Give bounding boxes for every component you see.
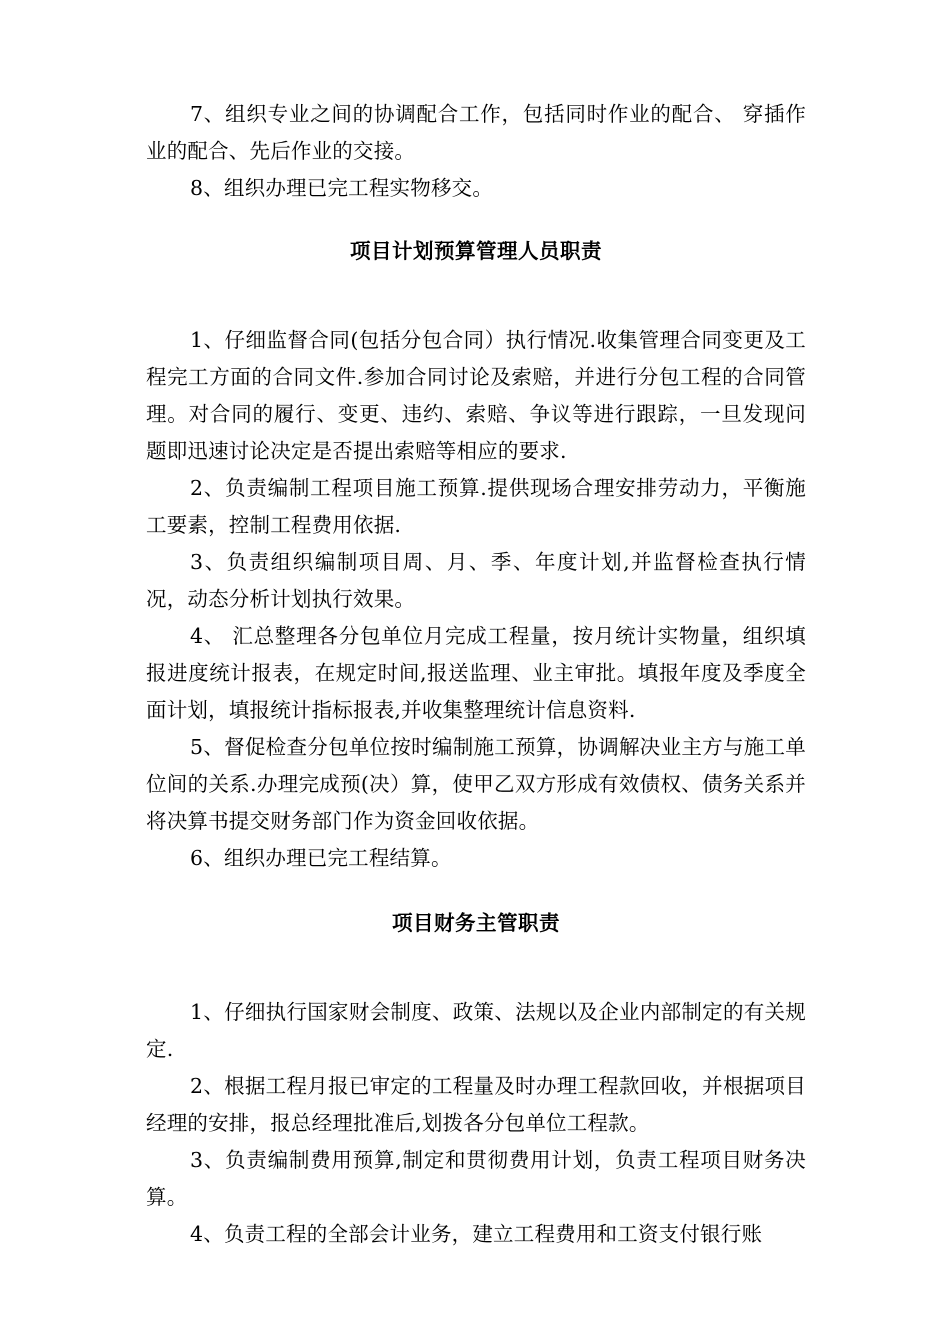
section-heading-finance: 项目财务主管职责: [392, 911, 560, 935]
budget-duty-4: 4、 汇总整理各分包单位月完成工程量，按月统计实物量，组织填报进度统计报表，在规定时间,报送监理、业主审批。填报年度及季度全面计划，填报统计指标报表,并收集整理统计信息资料.: [146, 624, 806, 722]
finance-duty-2: 2、根据工程月报已审定的工程量及时办理工程款回收，并根据项目经理的安排，报总经理批准后,划拨各分包单位工程款。: [146, 1074, 806, 1135]
paragraph-item-7: 7、组织专业之间的协调配合工作，包括同时作业的配合、 穿插作业的配合、先后作业的交接。: [146, 102, 806, 163]
budget-duty-3: 3、负责组织编制项目周、月、季、年度计划,并监督检查执行情况，动态分析计划执行效果。: [146, 550, 806, 611]
budget-duty-1: 1、仔细监督合同(包括分包合同）执行情况.收集管理合同变更及工程完工方面的合同文件.参加合同讨论及索赔，并进行分包工程的合同管理。对合同的履行、变更、违约、索赔、争议等进行跟踪，一旦发现问题即迅速讨论决定是否提出索赔等相应的要求.: [146, 328, 806, 463]
section-heading-budget: 项目计划预算管理人员职责: [350, 239, 602, 263]
budget-duty-6: 6、组织办理已完工程结算。: [190, 846, 452, 870]
finance-duty-1: 1、仔细执行国家财会制度、政策、法规以及企业内部制定的有关规定.: [146, 1000, 806, 1061]
budget-duty-2: 2、负责编制工程项目施工预算.提供现场合理安排劳动力，平衡施工要素，控制工程费用依据.: [146, 476, 806, 537]
document-page: [146, 96, 806, 1253]
budget-duty-5: 5、督促检查分包单位按时编制施工预算，协调解决业主方与施工单位间的关系.办理完成预(决）算，使甲乙双方形成有效债权、债务关系并将决算书提交财务部门作为资金回收依据。: [146, 735, 806, 833]
finance-duty-4: 4、负责工程的全部会计业务，建立工程费用和工资支付银行账: [190, 1222, 763, 1246]
paragraph-item-8: 8、组织办理已完工程实物移交。: [190, 176, 494, 200]
finance-duty-3: 3、负责编制费用预算,制定和贯彻费用计划，负责工程项目财务决算。: [146, 1148, 806, 1209]
